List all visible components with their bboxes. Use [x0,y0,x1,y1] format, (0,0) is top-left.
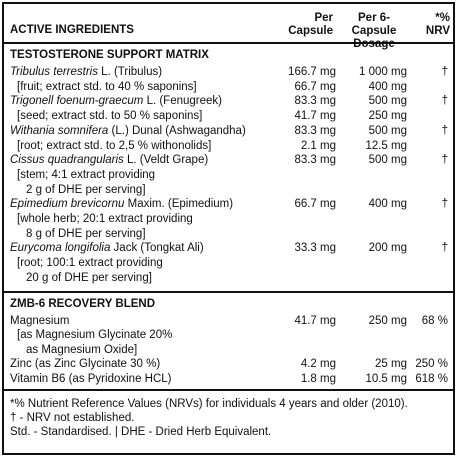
six-capsule-value: 1 000 mg [359,66,407,78]
ingredient-name: 8 g of DHE per serving] [26,227,146,240]
common-name: Maxim. (Epimedium) [124,198,234,211]
botanical-name: Trigonell foenum-graecum [10,95,144,108]
header-nrv: *% NRV [425,12,450,37]
table-row [4,358,453,371]
ingredient-name: as Magnesium Oxide] [26,343,138,356]
ingredient-name [10,95,222,108]
per-capsule-value: 166.7 mg [288,66,336,78]
table-row [4,154,453,167]
per-capsule-value: 66.7 mg [294,80,336,93]
ingredient-name [10,66,162,79]
table-row [4,257,453,270]
ingredient-name: Magnesium [10,315,70,327]
section-title-testosterone: TESTOSTERONE SUPPORT MATRIX [10,49,209,61]
per-capsule-value: 83.3 mg [294,124,336,137]
table-row [4,213,453,226]
ingredient-name: Zinc (as Zinc Glycinate 30 %) [10,358,161,371]
botanical-name: Cissus quadrangularis [10,154,124,167]
table-row [4,373,453,386]
ingredient-name: [stem; 4:1 extract providing [17,168,156,181]
nrv-value: 68 % [421,315,448,327]
botanical-name: Tribulus terrestris [10,66,98,78]
table-row [4,272,453,285]
ingredient-name: Vitamin B6 (as Pyridoxine HCL) [10,372,172,385]
header-per-six-capsule [340,12,408,51]
nrv-value: † [441,95,448,108]
common-name: Jack (Tongkat Ali) [110,242,204,255]
botanical-name: Withania somnifera [10,124,109,137]
ingredient-name: [as Magnesium Glycinate 20% [17,329,173,342]
ingredient-name [10,242,204,255]
ingredient-name [10,154,208,167]
nrv-value: 618 % [415,372,448,385]
common-name: (L.) Dunal (Ashwagandha) [108,124,246,137]
header-per-six-line1: Per 6-Capsule [351,12,397,37]
header-per-capsule-line2: Capsule [288,25,333,37]
table-row [4,228,453,241]
table-row [4,95,453,108]
nrv-value: † [441,124,448,137]
nrv-value: 250 % [415,358,448,371]
table-row [4,198,453,211]
section-divider [4,291,453,293]
table-row [4,66,453,79]
table-row [4,329,453,342]
table-row [4,81,453,94]
ingredient-name: [root; extract std. to 2,5 % withonolids] [17,139,212,152]
six-capsule-value: 400 mg [368,80,407,93]
six-capsule-value: 500 mg [368,124,407,137]
botanical-name: Epimedium brevicornu [10,198,125,211]
six-capsule-value: 10.5 mg [365,372,407,385]
six-capsule-value: 12.5 mg [365,139,407,152]
footer-nrv-note: *% Nutrient Reference Values (NRVs) for individuals 4 years and older (2010). [10,398,408,410]
per-capsule-value: 33.3 mg [294,242,336,255]
nrv-value: † [441,198,448,211]
per-capsule-value: 1.8 mg [300,372,336,385]
ingredient-name: [fruit; extract std. to 40 % saponins] [17,80,197,93]
footer-dagger-note: † - NRV not established. [10,412,135,424]
table-row [4,315,453,328]
six-capsule-value: 250 mg [368,315,407,327]
ingredient-name: [seed; extract std. to 50 % saponins] [17,110,203,123]
table-row [4,184,453,197]
per-capsule-value: 41.7 mg [294,315,336,327]
table-row [4,344,453,357]
per-capsule-value: 4.2 mg [300,358,336,371]
six-capsule-value: 400 mg [368,198,407,211]
nrv-value: † [441,154,448,167]
per-capsule-value: 41.7 mg [294,110,336,123]
common-name: L. (Fenugreek) [143,95,222,108]
supplement-facts-panel [2,2,455,455]
table-row [4,242,453,255]
ingredient-name: 2 g of DHE per serving] [26,183,146,196]
header-per-capsule-line1: Per [314,12,333,24]
header-per-capsule [286,12,333,38]
table-header [4,4,453,50]
nrv-value: † [441,66,448,78]
ingredient-name: [whole herb; 20:1 extract providing [17,213,193,225]
six-capsule-value: 250 mg [368,110,407,123]
nrv-value: † [441,242,448,255]
six-capsule-value: 200 mg [368,242,407,255]
common-name: L. (Veldt Grape) [123,154,209,167]
table-row [4,110,453,123]
per-capsule-value: 83.3 mg [294,154,336,167]
six-capsule-value: 500 mg [368,154,407,167]
table-row [4,140,453,153]
table-row [4,169,453,182]
six-capsule-value: 25 mg [375,358,407,371]
ingredient-name: [root; 100:1 extract providing [17,257,163,270]
per-capsule-value: 66.7 mg [294,198,336,211]
six-capsule-value: 500 mg [368,95,407,108]
per-capsule-value: 83.3 mg [294,95,336,108]
header-per-six-line2: Dosage [353,38,395,50]
table-row [4,125,453,138]
footer-divider [4,389,453,391]
header-active-ingredients: ACTIVE INGREDIENTS [10,24,134,36]
footer-abbrev-note: Std. - Standardised. | DHE - Dried Herb Equivalent. [10,426,272,438]
ingredient-name: 20 g of DHE per serving] [26,271,152,284]
common-name: L. (Tribulus) [97,66,163,78]
ingredient-name [10,198,233,211]
ingredient-name [10,125,246,138]
botanical-name: Eurycoma longifolia [10,242,111,255]
section-title-zmb6: ZMB-6 RECOVERY BLEND [10,298,156,310]
per-capsule-value: 2.1 mg [300,139,336,152]
